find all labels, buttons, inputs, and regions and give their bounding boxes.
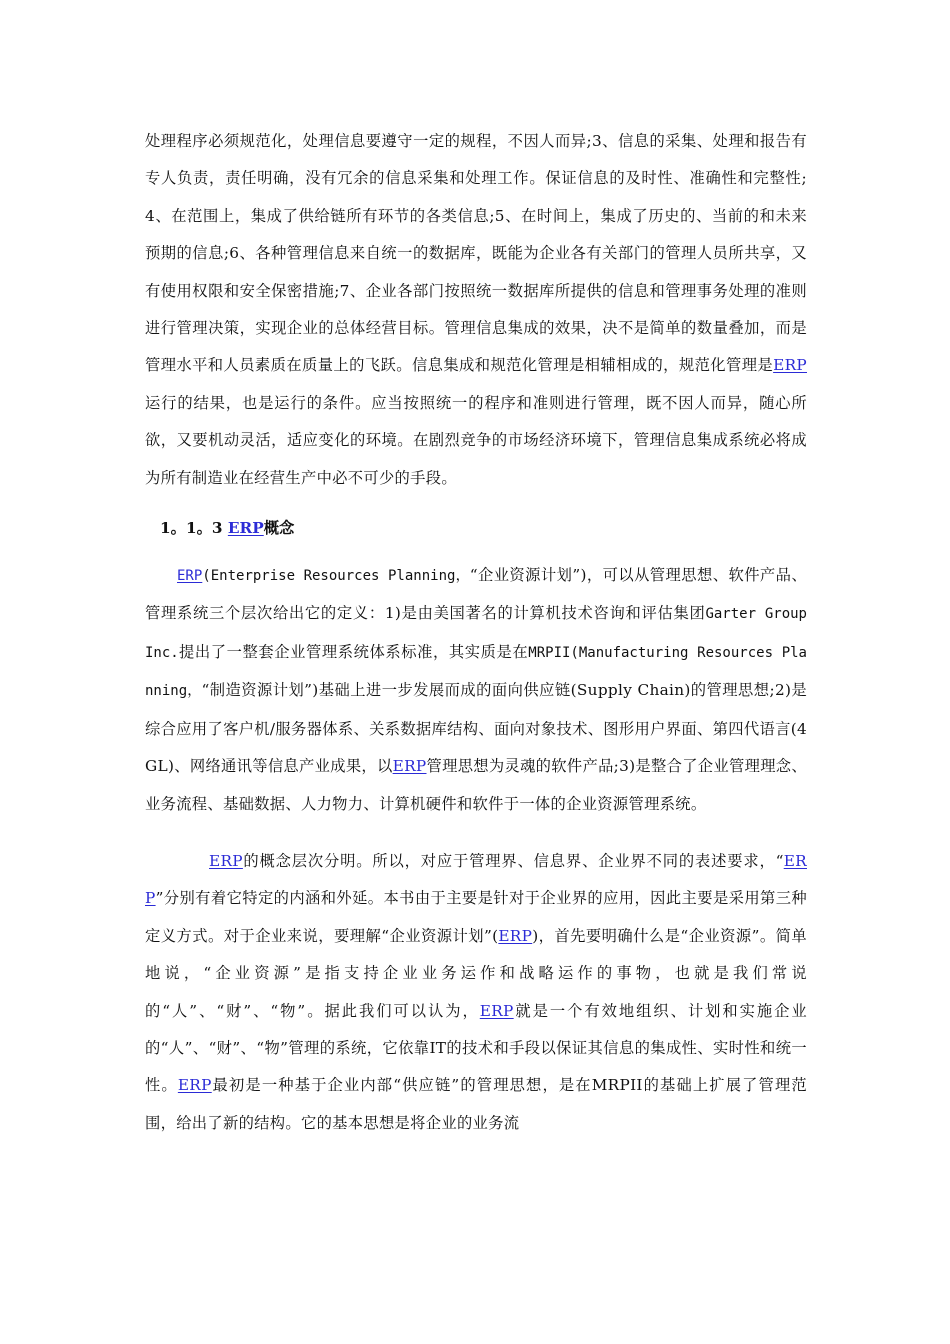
paragraph-text: MRPII(Manufacturing Resources Planning， xyxy=(145,644,807,700)
paragraph-text: 运行的结果，也是运行的条件。应当按照统一的程序和准则进行管理，既不因人而异，随心所欲，又要机动灵活，适应变化的环境。在剧烈竞争的市场经济环境下，管理信息集成系统必将成为所有制造业在经营生产中必不可少的手段。 xyxy=(145,393,807,487)
erp-link[interactable]: ERP xyxy=(479,1001,514,1020)
erp-link[interactable]: ERP xyxy=(227,519,264,538)
erp-link[interactable]: ERP xyxy=(177,1076,212,1095)
paragraph-text: “制造资源计划”)基础上进一步发展而成的面向供应链(Supply Chain)的管理思想;2)是综合应用了客户机/服务器体系、关系数据库结构、面向对象技术、图形用户界面、第四代语言(4GL)、网络通讯等信息产业成果，以 xyxy=(145,681,808,776)
erp-link[interactable]: ERP xyxy=(177,568,203,585)
section-title: 概念 xyxy=(263,519,295,538)
paragraph-text: “企业资源计划”)，可以从管理思想、软件产品、管理系统三个层次给出它的定义：1)是由美国著名的计算机技术咨询和评估集团 xyxy=(145,566,807,623)
paragraph-erp-definition xyxy=(145,557,807,823)
paragraph-text: 的概念层次分明。所以，对应于管理界、信息界、企业界不同的表述要求，“ xyxy=(242,851,784,870)
section-heading xyxy=(145,517,807,539)
paragraph-text: ”分别有着它特定的内涵和外延。本书由于主要是针对于企业界的应用，因此主要是采用第三种定义方式。对于企业来说，要理解“企业资源计划”( xyxy=(145,889,807,945)
paragraph-gap xyxy=(145,823,807,843)
paragraph-erp-concept-levels xyxy=(145,843,807,1142)
erp-link[interactable]: ERP xyxy=(209,851,243,870)
paragraph-text: (Enterprise Resources Planning， xyxy=(202,568,470,585)
document-page xyxy=(145,123,807,1142)
paragraph-text: 就是一个有效地组织、计划和实施企业的“人”、“财”、“物”管理的系统，它依靠IT的技术和手段以保证其信息的集成性、实时性和统一性。 xyxy=(145,1001,807,1095)
erp-link[interactable]: ERP xyxy=(145,851,807,908)
paragraph-text: 处理程序必须规范化，处理信息要遵守一定的规程，不因人而异;3、信息的采集、处理和报告有专人负责，责任明确，没有冗余的信息采集和处理工作。保证信息的及时性、准确性和完整性;4、在范围上，集成了供给链所有环节的各类信息;5、在时间上，集成了历史的、当前的和未来预期的信息;6、各种管理信息来自统一的数据库，既能为企业各有关部门的管理人员所共享，又有使用权限和安全保密措施;7、企业各部门按照统一数据库所提供的信息和管理事务处理的准则进行管理决策，实现企业的总体经营目标。管理信息集成的效果，决不是简单的数量叠加，而是管理水平和人员素质在质量上的飞跃。信息集成和规范化管理是相辅相成的，规范化管理是 xyxy=(145,132,807,375)
paragraph-information-integration xyxy=(145,123,807,497)
paragraph-text: 管理思想为灵魂的软件产品;3)是整合了企业管理理念、业务流程、基础数据、人力物力、计算机硬件和软件于一体的企业资源管理系统。 xyxy=(145,757,807,813)
paragraph-text: )，首先要明确什么是“企业资源”。简单地说，“企业资源”是指支持企业业务运作和战略运作的事物，也就是我们常说的“人”、“财”、“物”。据此我们可以认为， xyxy=(145,926,807,1020)
erp-link[interactable]: ERP xyxy=(392,757,427,776)
paragraph-text: 最初是一种基于企业内部“供应链”的管理思想，是在MRPII的基础上扩展了管理范围，给出了新的结构。它的基本思想是将企业的业务流 xyxy=(145,1076,807,1132)
erp-link[interactable]: ERP xyxy=(773,356,807,375)
section-number: 1。1。3 xyxy=(160,519,228,538)
paragraph-text: 提出了一整套企业管理系统体系标准，其实质是在 xyxy=(178,642,529,661)
paragraph-text: Garter Group Inc. xyxy=(145,606,807,661)
erp-link[interactable]: ERP xyxy=(498,926,533,945)
